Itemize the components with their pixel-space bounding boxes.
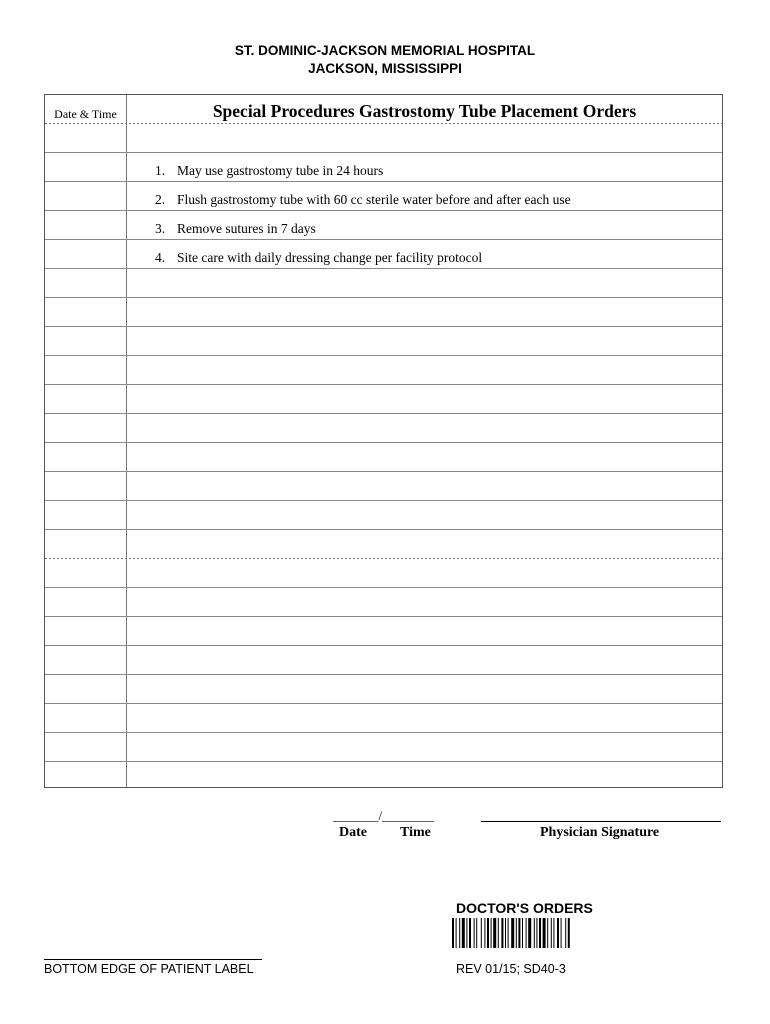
signature-line[interactable] [481,821,721,822]
datetime-column-header: Date & Time [54,107,117,121]
table-row-line [45,761,722,762]
time-label: Time [400,825,431,840]
table-row-line [45,239,722,240]
table-row-line [45,384,722,385]
table-row-line [45,123,722,124]
table-row-line [45,413,722,414]
table-row-line [45,732,722,733]
table-row-line [45,442,722,443]
table-row-line [45,152,722,153]
table-row-line [45,268,722,269]
date-label: Date [339,825,367,840]
table-row-line [45,529,722,530]
order-item: 1. May use gastrostomy tube in 24 hours [155,163,384,178]
table-row-line [45,500,722,501]
barcode-icon [452,918,627,948]
table-row-line [45,558,722,559]
table-row-line [45,355,722,356]
revision-code: REV 01/15; SD40-3 [456,962,566,976]
order-item: 2. Flush gastrostomy tube with 60 cc sterile water before and after each use [155,192,571,207]
orders-table [44,94,723,788]
physician-signature-label: Physician Signature [540,825,660,840]
table-row-line [45,674,722,675]
date-time-blank[interactable]: _______/________ [333,808,435,823]
table-row-line [45,645,722,646]
table-row-line [45,326,722,327]
order-item: 4. Site care with daily dressing change per facility protocol [155,250,483,265]
table-row-line [45,616,722,617]
column-divider [126,95,127,787]
order-item: 3. Remove sutures in 7 days [155,221,316,236]
table-row-line [45,471,722,472]
doctors-orders-label: DOCTOR'S ORDERS [456,900,593,916]
patient-label-line [44,959,262,960]
table-row-line [45,181,722,182]
table-row-line [45,587,722,588]
form-title: Special Procedures Gastrostomy Tube Placement Orders [212,101,637,121]
table-row-line [45,703,722,704]
hospital-name: ST. DOMINIC-JACKSON MEMORIAL HOSPITAL [234,43,536,58]
table-row-line [45,210,722,211]
hospital-location: JACKSON, MISSISSIPPI [308,61,462,76]
patient-label-text: BOTTOM EDGE OF PATIENT LABEL [44,962,254,976]
table-row-line [45,297,722,298]
